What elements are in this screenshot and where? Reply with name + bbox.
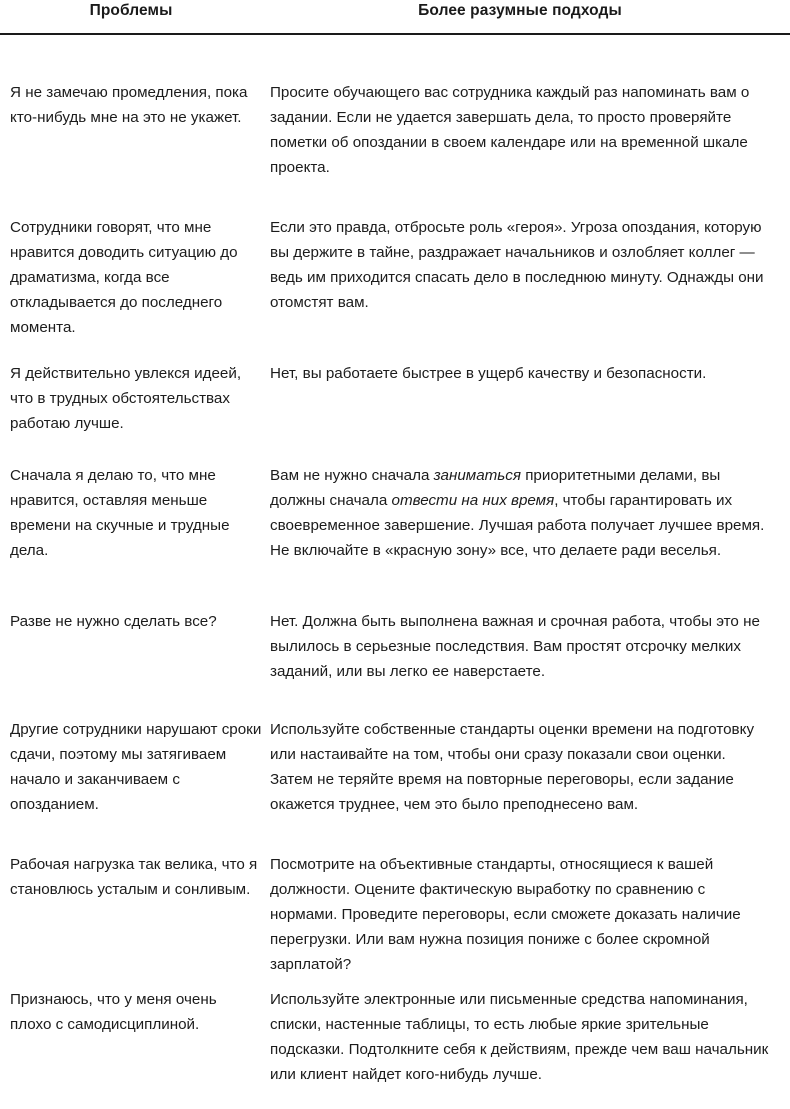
approach-cell: Нет, вы работаете быстрее в ущерб качеству и безопасности. [270, 365, 707, 382]
approach-cell: Посмотрите на объективные стандарты, относящиеся к вашей должности. Оцените фактическую выработку по сравнению с нормами. Проведите переговоры, если сможете доказать наличие перегрузки. Или вам нужна позиция пониже с более скромной зарплатой? [270, 856, 741, 974]
problem-cell: Разве не нужно сделать все? [10, 613, 217, 630]
approach-cell: Нет. Должна быть выполнена важная и срочная работа, чтобы это не вылилось в серьезные последствия. Вам простят отсрочку мелких заданий, или вы легко ее наверстаете. [270, 613, 760, 681]
approach-cell [270, 463, 772, 563]
approach-emphasis-2: отвести на них время [391, 492, 555, 510]
problem-cell: Признаюсь, что у меня очень плохо с самодисциплиной. [10, 991, 217, 1034]
table-header [0, 0, 790, 34]
approach-text-part-1: Вам не нужно сначала [270, 467, 434, 484]
approach-cell: Используйте собственные стандарты оценки времени на подготовку или настаивайте на том, чтобы они сразу показали свои оценки. Затем не теряйте время на повторные переговоры, если задание окажется труднее, чем это было преподнесено вам. [270, 721, 755, 814]
problem-cell: Сначала я делаю то, что мне нравится, оставляя меньше времени на скучные и трудные дела. [10, 467, 230, 560]
problem-cell: Другие сотрудники нарушают сроки сдачи, поэтому мы затягиваем начало и заканчиваем с опозданием. [10, 721, 262, 814]
approach-cell: Просите обучающего вас сотрудника каждый раз напоминать вам о задании. Если не удается завершать дела, то просто проверяйте пометки об опоздании в своем календаре или на временной шкале проекта. [270, 84, 750, 177]
approach-text-part-2: приоритетными делами, вы должны сначала [270, 467, 721, 510]
column-header-problems: Проблемы [89, 2, 173, 19]
approach-cell: Используйте электронные или письменные средства напоминания, списки, настенные таблицы, то есть любые яркие зрительные подсказки. Подтолкните себя к действиям, прежде чем ваш начальник или клиент найдет кого-нибудь лучше. [270, 991, 769, 1084]
problem-cell: Сотрудники говорят, что мне нравится доводить ситуацию до драматизма, когда все откладывается до последнего момента. [10, 219, 238, 337]
problem-cell: Я не замечаю промедления, пока кто-нибудь мне на это не укажет. [10, 84, 248, 127]
column-header-approaches: Более разумные подходы [418, 2, 622, 19]
header-divider-rule [0, 33, 790, 35]
approach-cell: Если это правда, отбросьте роль «героя». Угроза опоздания, которую вы держите в тайне, раздражает начальников и озлобляет коллег — ведь им приходится спасать дело в последнюю минуту. Однажды они отомстят вам. [270, 219, 764, 312]
approach-text [270, 463, 772, 563]
approach-text-part-3: , чтобы гарантировать их своевременное завершение. Лучшая работа получает лучшее время. Не включайте в «красную зону» все, что делаете ради веселья. [270, 492, 765, 560]
problem-cell: Я действительно увлекся идеей, что в трудных обстоятельствах работаю лучше. [10, 365, 242, 433]
approach-emphasis-1: заниматься [433, 467, 521, 484]
problem-cell: Рабочая нагрузка так велика, что я становлюсь усталым и сонливым. [10, 856, 258, 899]
